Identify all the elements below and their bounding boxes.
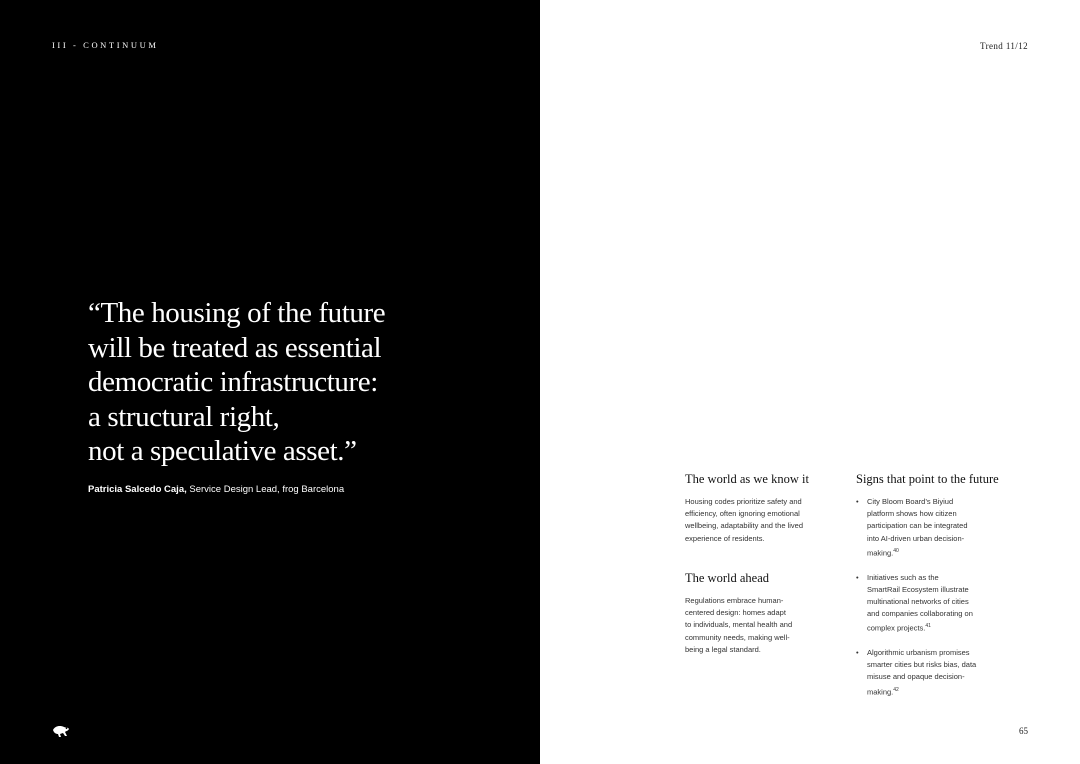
text-line: making. — [867, 687, 894, 697]
text-line: centered design: homes adapt — [685, 608, 786, 618]
quote-attribution — [88, 484, 344, 495]
text-line: wellbeing, adaptability and the lived — [685, 521, 803, 531]
text-line: community needs, making well- — [685, 632, 790, 642]
text-line: Initiatives such as the — [867, 572, 939, 582]
text-line: platform shows how citizen — [867, 509, 957, 519]
footnote-marker: 40 — [893, 547, 899, 554]
text-line: experience of residents. — [685, 533, 765, 543]
world-ahead-section — [685, 571, 845, 656]
text-line: to individuals, mental health and — [685, 620, 793, 630]
section-heading: The world as we know it — [685, 472, 809, 486]
text-line: SmartRail Ecosystem illustrate — [867, 584, 969, 594]
text-line: efficiency, often ignoring emotional — [685, 509, 800, 519]
list-item-text — [867, 572, 1016, 636]
list-item — [856, 496, 1016, 560]
text-line: multinational networks of cities — [867, 596, 969, 606]
text-line: being a legal standard. — [685, 644, 761, 654]
trend-label: Trend 11/12 — [980, 41, 1028, 51]
quote-line: will be treated as essential — [88, 331, 382, 364]
world-as-we-know-it-section — [685, 472, 845, 545]
list-item-text — [867, 496, 1016, 560]
list-item-text — [867, 647, 1016, 698]
frog-logo-icon — [52, 724, 70, 738]
text-line: into AI-driven urban decision- — [867, 533, 965, 543]
page-number: 65 — [1019, 726, 1028, 736]
section-label: III - CONTINUUM — [52, 40, 159, 50]
quote-line: not a speculative asset.” — [88, 435, 357, 467]
right-page — [540, 0, 1080, 764]
text-line: City Bloom Board’s Biyiud — [867, 497, 954, 506]
signs-list — [856, 496, 1016, 698]
quote-line: democratic infrastructure: — [88, 366, 378, 398]
signs-section — [856, 472, 1016, 710]
text-line: complex projects. — [867, 623, 926, 633]
pull-quote — [88, 296, 508, 469]
list-item — [856, 572, 1016, 636]
text-line: Housing codes prioritize safety and — [685, 497, 802, 506]
body-text — [685, 595, 845, 656]
text-line: Algorithmic urbanism promises — [867, 648, 970, 658]
text-line: Regulations embrace human- — [685, 596, 784, 605]
text-line: making. — [867, 548, 894, 558]
bullet-icon: • — [856, 497, 859, 506]
text-line: smarter cities but risks bias, data — [867, 660, 977, 670]
footnote-marker: 41 — [925, 623, 931, 630]
text-line: misuse and opaque decision- — [867, 672, 965, 682]
attribution-role: Service Design Lead, frog Barcelona — [186, 484, 345, 495]
text-line: and companies collaborating on — [867, 609, 973, 619]
body-text — [685, 496, 845, 545]
section-heading: The world ahead — [685, 571, 769, 585]
bullet-icon: • — [856, 648, 859, 658]
quote-line: a structural right, — [88, 400, 280, 433]
section-heading: Signs that point to the future — [856, 472, 999, 486]
attribution-name: Patricia Salcedo Caja, — [88, 484, 187, 495]
text-line: participation can be integrated — [867, 521, 968, 531]
quote-line: “The housing of the future — [88, 297, 386, 329]
footnote-marker: 42 — [893, 686, 899, 693]
bullet-icon: • — [856, 572, 859, 582]
list-item — [856, 647, 1016, 698]
